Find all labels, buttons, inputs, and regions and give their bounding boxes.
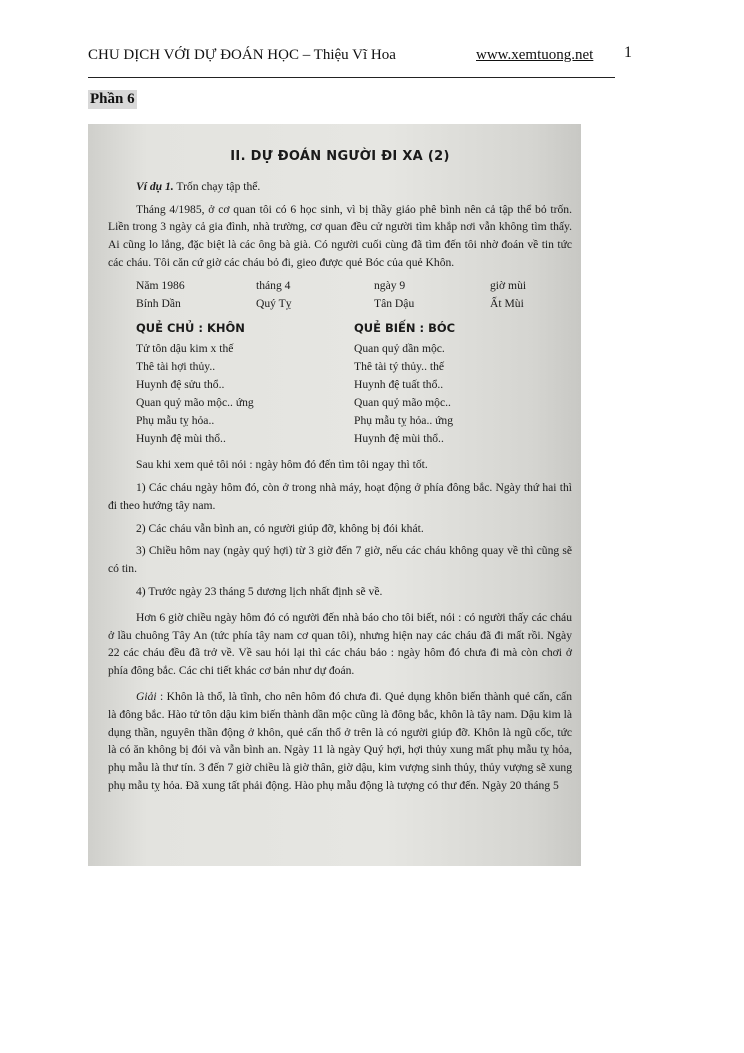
header-divider [88,77,615,78]
hexagram-line: Huynh đệ mùi thổ.. [354,432,444,446]
prediction-2: 2) Các cháu vẫn bình an, có người giúp đỡ, không bị đói khát. [136,521,424,535]
date-cell: Bính Dần [136,296,181,310]
paragraph-3: Hơn 6 giờ chiều ngày hôm đó có người đến nhà báo cho tôi biết, nói : có người thấy các cháu ở lầu chuông Tây An (tức phía tây nam cơ quan tôi), nhưng hiện nay các cháu đã đi mất rồi. Ngày 22 các cháu đều đã trở về. Về sau hỏi lại thì các cháu bảo : ngày hôm đó chưa đi mà còn chơi ở phía đông bắc. Các chi tiết khác cơ bản như dự đoán. [108,610,572,678]
hexagram-line: Phụ mẫu tỵ hỏa.. [136,414,215,428]
hexagram-line: Phụ mẫu tỵ hỏa.. ứng [354,414,454,428]
website-link[interactable]: www.xemtuong.net [476,47,594,63]
date-row-2 [136,295,572,313]
section-title: II. DỰ ĐOÁN NGƯỜI ĐI XA (2) [230,149,450,164]
page-number: 1 [624,44,632,61]
hexagram-line: Huynh đệ mùi thổ.. [136,432,226,446]
hexagram-line: Huynh đệ sửu thổ.. [136,378,225,392]
date-cell: giờ mùi [490,278,527,292]
main-hexagram-heading: QUẺ CHỦ : KHÔN [136,321,245,336]
date-cell: ngày 9 [374,278,406,292]
example-heading [108,178,572,196]
date-cell: Ất Mùi [490,296,524,310]
prediction-3: 3) Chiều hôm nay (ngày quý hợi) từ 3 giờ đến 7 giờ, nếu các cháu không quay về thì cũng sẽ có tin. [108,544,572,576]
hexagram-line: Quan quỷ mão mộc.. [354,396,451,410]
explanation-label: Giải [136,689,157,703]
hexagram-line: Huynh đệ tuất thổ.. [354,378,444,392]
date-cell: tháng 4 [256,278,291,292]
hexagram-line: Quan quỷ dần mộc. [354,342,445,356]
paragraph-1: Tháng 4/1985, ở cơ quan tôi có 6 học sinh, vì bị thầy giáo phê bình nên cả tập thể bỏ trốn. Liền trong 3 ngày cả gia đình, nhà trường, cơ quan đều cử người tìm khắp nơi vẫn không tìm thấy. Ai cũng lo lắng, đặc biệt là các ông bà già. Có người cuối cùng đã tìm đến tôi nhờ đoán về tin tức các cháu. Tôi căn cứ giờ các cháu bỏ đi, gieo được quẻ Bóc của quẻ Khôn. [108,202,572,269]
prediction-4: 4) Trước ngày 23 tháng 5 dương lịch nhất định sẽ về. [136,584,383,598]
hexagram-table [136,320,572,448]
date-row-1 [136,277,572,295]
date-cell: Tân Dậu [374,296,415,310]
part-label: Phần 6 [90,91,135,107]
page-header [88,44,640,80]
hexagram-line: Thê tài hợi thủy.. [136,360,216,374]
explanation-text: : Khôn là thổ, là tĩnh, cho nên hôm đó chưa đi. Quẻ dụng khôn biến thành quẻ cấn, cấn là đông bắc. Hào tử tôn dậu kim biến thành dần mộc cũng là đông bắc, khôn là tây nam. Dậu kim là dụng thần, nguyên thần động ở khôn, quẻ cấn thổ ở trên là có người giúp đỡ. Khôn là ngũ cốc, tức là có ăn không bị đói và vẫn bình an. Ngày 11 là ngày Quý hợi, hợi thủy xung mất phụ mẫu tỵ hỏa, phụ mẫu là thư tín. 3 đến 7 giờ chiều là giờ thân, giờ dậu, kim vượng sinh thủy, thủy vượng sẽ xung phụ mẫu tỵ hỏa. Đã xung tất phải động. Hào phụ mẫu động là tượng có thư đến. Ngày 20 tháng 5 [108,689,572,792]
hexagram-line: Thê tài tý thủy.. thế [354,360,445,374]
example-label: Ví dụ 1. [136,179,174,193]
date-cell: Năm 1986 [136,278,185,292]
example-text: Trốn chạy tập thể. [173,179,261,193]
scan-content [108,144,572,795]
hexagram-line: Quan quỷ mão mộc.. ứng [136,396,254,410]
date-cell: Quý Tỵ [256,296,292,310]
changed-hexagram-heading: QUẺ BIẾN : BÓC [354,321,456,336]
scanned-page [88,124,581,866]
book-title: CHU DỊCH VỚI DỰ ĐOÁN HỌC – Thiệu Vĩ Hoa [88,47,396,63]
hexagram-line: Tử tôn dậu kim x thế [136,342,234,356]
prediction-1: 1) Các cháu ngày hôm đó, còn ở trong nhà máy, hoạt động ở phía đông bắc. Ngày thứ hai thì đi theo hướng tây nam. [108,480,572,512]
changed-hexagram [354,320,572,448]
main-hexagram [136,320,354,448]
explanation [108,688,572,795]
paragraph-2: Sau khi xem quẻ tôi nói : ngày hôm đó đến tìm tôi ngay thì tốt. [136,458,428,472]
